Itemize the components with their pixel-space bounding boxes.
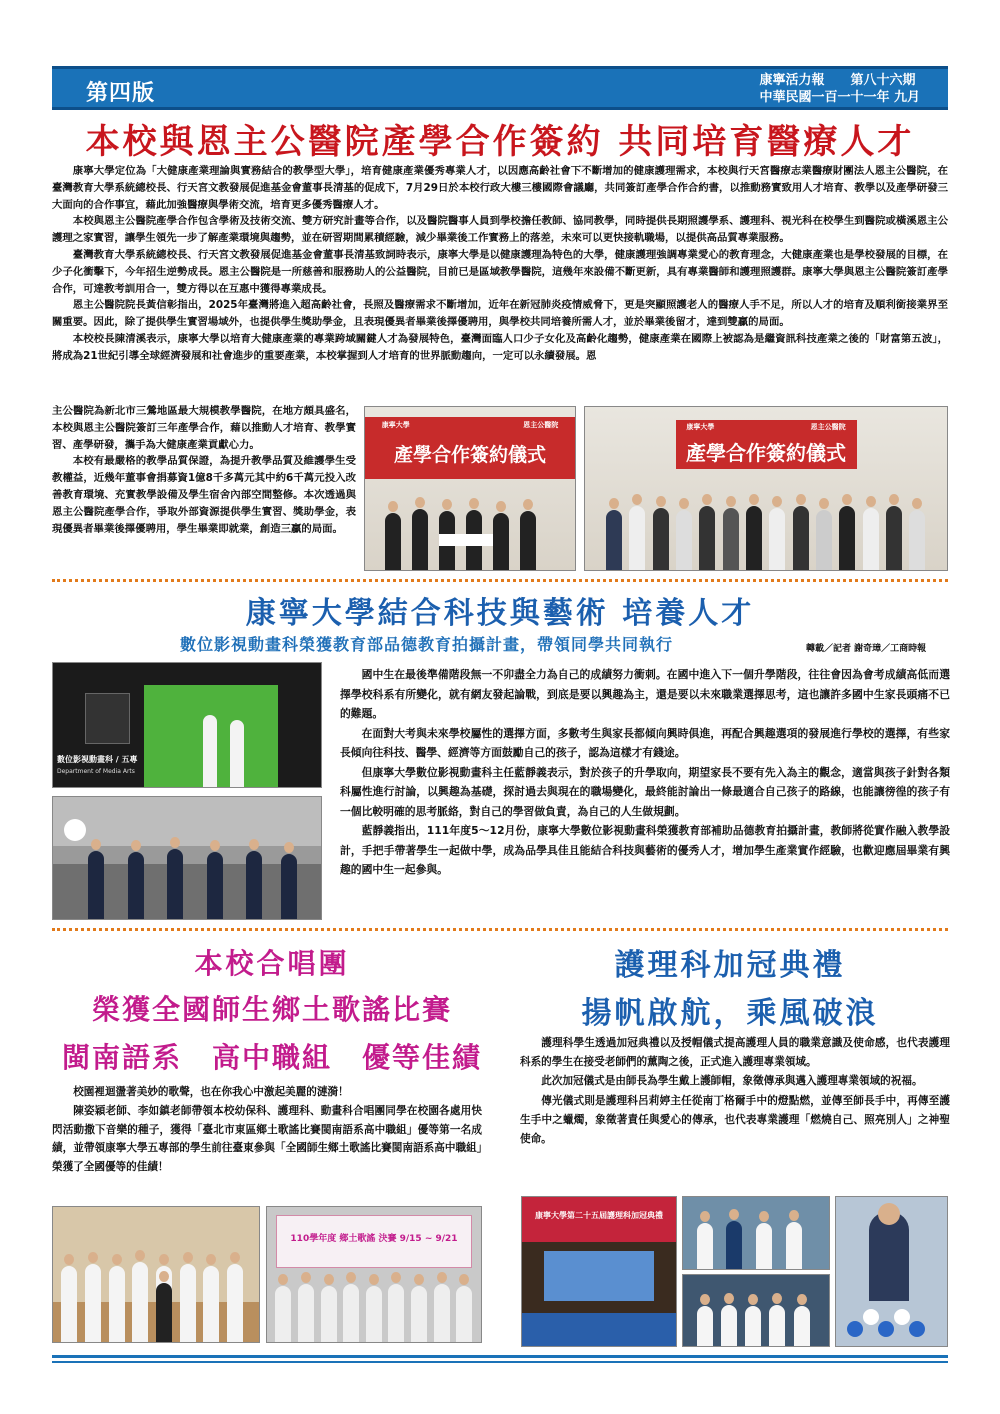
photo-banner-text: 產學合作簽約儀式	[686, 440, 846, 465]
article1-paragraph: 臺灣教育大學系統總校長、行天宮文教發展促進基金會董事長清基致詞時表示，康寧大學是以健康護理為特色的大學，健康護理強調專業愛心的教育理念，大健康產業也是學校發展的目標，在少子化衝擊下，今年招生逆勢成長。恩主公醫院是一所慈善和服務助人的公益醫院，目前已是區域教學醫院，這幾年來設備不斷更新，具有專業醫師和護理照護群。康寧大學與恩主公醫院簽訂產學合作，可達教考訓用合一，雙方得以在互惠中獲得專業成長。	[52, 248, 948, 295]
article3-title-line-3: 閩南語系 高中職組 優等佳績	[61, 1041, 482, 1074]
page-footer-rule	[52, 1355, 948, 1363]
article2-paragraph: 藍靜義指出，111年度5～12月份，康寧大學數位影視動畫科榮獲教育部補助品德教育拍攝計畫，教師將從實作融入教學設計，手把手帶著學生一起做中學，成為品學具佳且能結合科技與藝術的優秀人才，增加學生產業實作經驗，也歡迎應屆畢業有興趣的國中生一起參與。	[340, 824, 950, 876]
classroom-photo	[52, 796, 322, 920]
article4-paragraph: 護理科學生透過加冠典禮以及授帽儀式提高護理人員的職業意識及使命感，也代表護理科系的學生在接受老師們的薰陶之後，正式進入護理專業領域。	[520, 1037, 950, 1069]
article1-title: 本校與恩主公醫院產學合作簽約 共同培育醫療人才	[85, 122, 915, 162]
article2-paragraph: 但康寧大學數位影視動畫科主任藍靜義表示，對於孩子的升學取向，期望家長不要有先入為主的觀念，適當與孩子針對各類科屬性進行討論，以興趣為基礎，探討過去與現在的職場變化，最終能討論出一條最適合自己孩子的路線，也能讓徬徨的孩子有一個比較明確的思考脈絡，對自己的學習做負責，為自己的人生做規劃。	[340, 765, 950, 818]
photo-banner-text: 產學合作簽約儀式	[393, 444, 546, 467]
people-group	[599, 479, 932, 570]
article4-title-line-2: 揚帆啟航，乘風破浪	[581, 996, 879, 1031]
photo-banner-text: 110學年度 鄉土歌謠 決賽 9/15 ~ 9/21	[290, 1234, 458, 1245]
article1-paragraph: 本校與恩主公醫院產學合作包含學術及技術交流、雙方研究計畫等合作，以及醫院醫事人員到學校擔任教師、協同教學，同時提供長期照護學系、護理科、視光科在校學生到醫院或橫溪恩主公護理之家實習，讓學生領先一步了解產業環境與趨勢，並在研習期間累積經驗，減少畢業後工作實務上的落差，未來可以更快接軌職場，以提供高品質專業服務。	[52, 215, 948, 245]
article4-paragraph: 傳光儀式則是護理科呂莉婷主任從南丁格爾手中的燈點燃，並傳至師長手中，再傳至護生手中之蠟燭，象徵著責任與愛心的傳承，也代表專業護理「燃燒自己、照亮別人」之神聖使命。	[520, 1094, 950, 1146]
article1-paragraph: 本校校長陳清溪表示，康寧大學以培育大健康產業的專業跨域關鍵人才為發展特色，臺灣面臨人口少子女化及高齡化趨勢，健康產業在國際上被認為是繼資訊科技產業之後的「財富第五波」，將成為21世紀引導全球經濟發展和社會進步的重要產業，本校掌握到人才培育的世界脈動趨向，一定可以永續發展。恩	[52, 332, 948, 362]
capping-ceremony-photo-1	[521, 1196, 677, 1347]
article2-body	[340, 665, 950, 880]
article3-title-line-2: 榮獲全國師生鄉土歌謠比賽	[91, 993, 452, 1026]
article2-paragraph: 在面對大考與未來學校屬性的選擇方面，多數考生與家長都傾向興時俱進，再配合興趣選項的發展進行學校的選擇，有些家長傾向往科技、醫學、經濟等方面鼓勵自己的孩子，認為這樣才有錢途。	[340, 726, 950, 759]
logo-left: 康寧大學	[381, 421, 410, 430]
signing-ceremony-photo-2	[584, 406, 948, 571]
choir-photo-2	[266, 1206, 482, 1343]
article3-body	[52, 1083, 482, 1177]
capping-ceremony-photo-3	[682, 1274, 830, 1347]
article2-paragraph: 國中生在最後準備階段無一不卯盡全力為自己的成績努力衝刺。在國中進入下一個升學階段，往往會因為會考成績高低而選擇學校科系有所變化，就有網友發起論戰，到底是要以興趣為主，還是要以未來職業選擇思考，這也讓許多國中生家長頭痛不已的難題。	[340, 668, 950, 720]
photo-caption-english: Department of Media Arts	[57, 768, 135, 775]
people-group	[373, 489, 566, 571]
article2-subtitle: 數位影視動畫科榮獲教育部品德教育拍攝計畫，帶領同學共同執行	[180, 635, 674, 654]
article1-body-top	[52, 163, 948, 365]
logo-right: 恩主公醫院	[810, 422, 846, 431]
capping-ceremony-photo-4	[835, 1196, 948, 1347]
choir-photo-1	[52, 1206, 260, 1343]
studio-photo	[52, 662, 322, 788]
article2-byline: 轉載／記者 謝奇璋／工商時報	[806, 644, 927, 654]
signing-ceremony-photo-1	[364, 406, 576, 571]
edition-label: 第四版	[86, 81, 156, 106]
article3-paragraph: 校園裡迴盪著美妙的歌聲，也在你我心中激起美麗的漣漪！	[73, 1086, 349, 1098]
article3-title-line-1: 本校合唱團	[194, 947, 350, 980]
article1-body-left	[52, 403, 356, 537]
photo-caption: 數位影視動畫科 / 五專	[57, 755, 138, 764]
article4-title-line-1: 護理科加冠典禮	[614, 948, 846, 983]
section-divider	[52, 928, 948, 931]
newspaper-issue: 康寧活力報 第八十六期	[759, 73, 916, 88]
article1-paragraph: 康寧大學定位為「大健康產業理論與實務結合的教學型大學」，培育健康產業優秀專業人才，以因應高齡社會下不斷增加的健康護理需求，本校與行天宮醫療志業醫療財團法人恩主公醫院，在臺灣教育大學系統總校長、行天宮文教發展促進基金會董事長清基的促成下，7月29日於本校行政大樓三樓國際會議廳，共同簽訂產學合作合約書，以推動務實致用人才培育、教學以及產學研發三大面向的合作事宜，藉此加強醫療與學術交流，培育更多優秀醫療人才。	[52, 165, 948, 211]
article4-paragraph: 此次加冠儀式是由師長為學生戴上護師帽，象徵傳承與邁入護理專業領域的祝福。	[541, 1075, 923, 1088]
logo-left: 康寧大學	[686, 422, 715, 431]
article1-paragraph: 本校有最嚴格的教學品質保證，為提升教學品質及維護學生受教權益，近幾年董事會捐募資1億8千多萬元其中約6千萬元投入改善教育環境、充實教學設備及學生宿舍內部空間整修。本次透過與恩主公醫院產學合作，爭取外部資源提供學生實習、獎助學金，表現優異者畢業後擇優聘用，學生畢業即就業，創造三贏的局面。	[52, 455, 356, 535]
article3-paragraph: 陳姿穎老師、李如鎮老師帶領本校幼保科、護理科、動畫科合唱團同學在校園各處用快閃活動撒下音樂的種子，獲得「臺北市東區鄉土歌謠比賽閩南語系高中職組」優等第一名成績，並帶領康寧大學五專部的學生前往臺東參與「全國師生鄉土歌謠比賽閩南語系高中職組」榮獲了全國優等的佳績！	[52, 1104, 482, 1174]
article2-title: 康寧大學結合科技與藝術 培養人才	[245, 596, 755, 631]
article1-paragraph: 恩主公醫院院長黃信彰指出，2025年臺灣將進入超高齡社會，長照及醫療需求不斷增加，近年在新冠肺炎疫情威脅下，更是突顯照護老人的醫療人手不足，所以人才的培育及順利銜接業界至關重要。因此，除了提供學生實習場域外，也提供學生獎助學金，且表現優異者畢業後擇優聘用，與學校共同培養所需人才，並於畢業後留才，達到雙贏的局面。	[52, 299, 948, 329]
capping-ceremony-photo-2	[682, 1196, 830, 1270]
issue-info	[759, 72, 920, 106]
section-divider	[52, 579, 948, 582]
photo-banner-text: 康寧大學第二十五屆護理科加冠典禮	[535, 1211, 663, 1221]
article4-body	[520, 1034, 950, 1149]
logo-right: 恩主公醫院	[523, 421, 559, 430]
article1-paragraph: 主公醫院為新北市三鶯地區最大規模教學醫院，在地方頗具盛名，本校與恩主公醫院簽訂三年產學合作，藉以推動人才培育、教學實習、產學研發，攜手為大健康產業貢獻心力。	[52, 405, 356, 451]
issue-date: 中華民國一百一十一年 九月	[759, 90, 920, 105]
page-header-bar	[52, 66, 948, 110]
